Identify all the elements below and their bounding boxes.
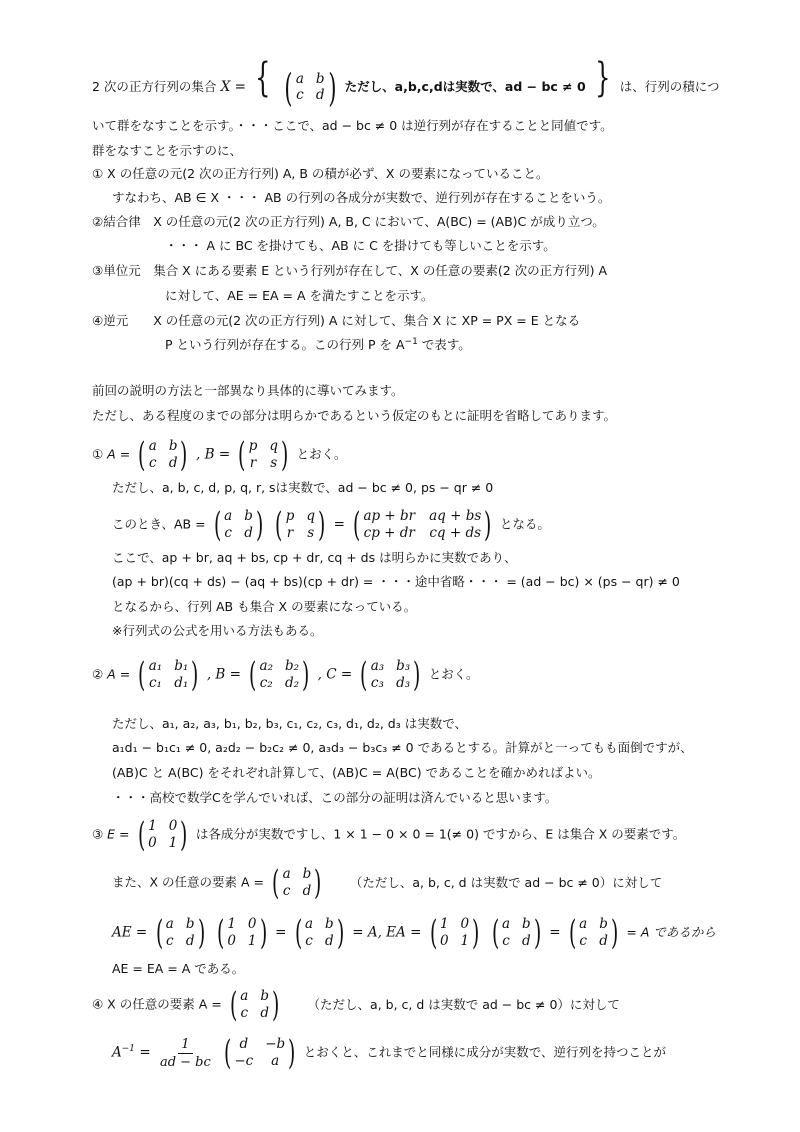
cell: c <box>305 932 313 949</box>
cell: 1 <box>227 916 236 932</box>
cell: b <box>260 988 269 1004</box>
cell: a <box>304 916 314 932</box>
text: とおく。 <box>428 666 479 682</box>
proof1-note: ※行列式の公式を用いる方法もある。 <box>112 623 323 638</box>
proof1-real: ここで、ap + br, aq + bs, cp + dr, cq + ds は明らかに実数であり、 <box>112 550 517 565</box>
open-brace: { <box>255 55 271 101</box>
proof3-any-element <box>112 863 663 903</box>
cell: d <box>522 932 531 949</box>
proof1-definition <box>92 435 347 475</box>
label: , B = <box>196 446 231 463</box>
cell: b₃ <box>396 658 411 674</box>
denominator: ad − bc <box>159 1054 211 1070</box>
cell: d <box>260 1004 269 1021</box>
matrix-A: ( a b c d ) <box>229 985 280 1025</box>
text-line: 群をなすことを示すのに、 <box>92 143 243 158</box>
cell: a <box>295 70 304 87</box>
cell: b <box>315 70 325 87</box>
matrix-identity: ( 1 0 0 1 ) <box>217 913 267 953</box>
cell: c₂ <box>259 674 273 691</box>
cell: a <box>165 916 174 932</box>
cell: s <box>270 454 278 471</box>
cell: cq + ds <box>429 524 482 541</box>
cell: p <box>285 508 295 524</box>
cell: b <box>244 508 253 524</box>
cell: 1 <box>247 932 257 949</box>
cell: c <box>579 932 587 949</box>
text: は、行列の積につ <box>619 79 720 94</box>
equals: = <box>333 516 345 533</box>
text: P という行列が存在する。この行列 P を A <box>165 337 405 353</box>
fraction <box>157 1038 214 1069</box>
cell: b₁ <box>174 658 189 674</box>
cell: −b <box>265 1036 286 1052</box>
text: とおく。 <box>296 446 347 462</box>
proof1-determinant: (ap + br)(cq + ds) − (aq + bs)(cp + dr) = ・・・途中省略・・・ = (ad − bc) × (ps − qr) ≠ 0 <box>112 574 680 589</box>
cell: a₃ <box>370 658 385 674</box>
cell: c₃ <box>370 674 384 691</box>
cell: r <box>286 524 294 541</box>
label: , C = <box>317 666 353 683</box>
cell: a <box>282 866 291 882</box>
label: ③ E = <box>92 826 130 842</box>
proof2-text: ・・・高校で数学Cを学んでいれば、この部分の証明は済んでいると思います。 <box>112 790 558 805</box>
cell: a <box>579 916 588 932</box>
cell: b₂ <box>284 658 300 674</box>
cell: 1 <box>168 834 178 851</box>
superscript: −1 <box>404 337 418 347</box>
matrix-identity: ( 1 0 0 1 ) <box>137 815 188 855</box>
label: ② A = <box>92 666 131 682</box>
proof2-definition <box>92 655 479 695</box>
condition-1: ① X の任意の元(2 次の正方行列) A, B の積が必ず、X の要素になっていること。 <box>92 166 549 181</box>
text: 2 次の正方行列の集合 <box>92 79 217 94</box>
cell: b <box>522 916 531 932</box>
text: （ただし、a, b, c, d は実数で ad − bc ≠ 0）に対して <box>307 996 620 1012</box>
condition-text: ただし、a,b,c,dは実数で、ad − bc ≠ 0 <box>344 79 586 94</box>
matrix-A: ( a b c d ) <box>213 505 264 545</box>
cell: c <box>166 932 174 949</box>
proof3-conclusion: AE = EA = A である。 <box>112 961 245 976</box>
cell: 1 <box>148 818 157 834</box>
matrix-A: ( a b c d ) <box>155 913 205 953</box>
cell: a₁ <box>148 658 163 674</box>
intro-line: ただし、ある程度のまでの部分は明らかであるという仮定のもとに証明を省略してあります。 <box>92 408 617 423</box>
text: （ただし、a, b, c, d は実数で ad − bc ≠ 0）に対して <box>349 874 663 890</box>
cell: 1 <box>439 916 449 932</box>
matrix-adjugate: ( d −b −c a ) <box>224 1033 296 1073</box>
equals: = <box>135 1044 151 1061</box>
cell: a <box>148 438 157 454</box>
text: また、X の任意の要素 A = <box>112 874 265 890</box>
condition-3: ③単位元 集合 X にある要素 E という行列が存在して、X の任意の要素(2 次の正方行列) A <box>92 263 608 278</box>
text: とおくと、これまでと同様に成分が実数で、逆行列を持つことが <box>303 1044 667 1060</box>
text: となる。 <box>499 516 550 532</box>
proof1-conclusion: となるから、行列 AB も集合 X の要素になっている。 <box>112 599 417 614</box>
equals: = <box>275 924 287 941</box>
cell: d₃ <box>396 674 411 691</box>
label: ① A = <box>92 446 131 462</box>
proof2-text: (AB)C と A(BC) をそれぞれ計算して、(AB)C = A(BC) であることを確かめればよい。 <box>112 765 601 780</box>
cell: c₁ <box>148 674 162 691</box>
cell: c <box>149 454 157 471</box>
cell: d <box>315 87 325 103</box>
cell: d <box>599 932 608 949</box>
cell: ap + br <box>363 508 416 524</box>
matrix-identity: ( 1 0 0 1 ) <box>429 913 480 953</box>
cell: −c <box>234 1052 254 1069</box>
proof1-condition: ただし、a, b, c, d, p, q, r, sは実数で、ad − bc ≠ 0, ps − qr ≠ 0 <box>112 480 494 495</box>
text-line: いて群をなすことを示す。・・・ここで、ad − bc ≠ 0 は逆行列が存在することと同値です。 <box>92 118 613 133</box>
matrix-A: ( a b c d ) <box>294 913 344 953</box>
cell: d₁ <box>174 674 189 691</box>
matrix-A2: ( a₂ b₂ c₂ d₂ ) <box>249 655 310 695</box>
cell: a <box>271 1052 280 1069</box>
text: = A であるから <box>626 924 716 940</box>
matrix-A3: ( a₃ b₃ c₃ d₃ ) <box>360 655 421 695</box>
cell: b <box>185 916 195 932</box>
cell: s <box>307 524 315 541</box>
matrix-abcd: ( a b c d ) <box>284 65 337 110</box>
intro-line: 前回の説明の方法と一部異なり具体的に導いてみます。 <box>92 383 404 398</box>
matrix-A: ( a b c d ) <box>138 435 188 475</box>
cell: b <box>599 916 608 932</box>
proof4-inverse <box>112 1033 667 1073</box>
cell: 0 <box>247 916 257 932</box>
set-definition-line <box>92 55 720 110</box>
numerator: 1 <box>178 1038 192 1054</box>
proof2-text: ただし、a₁, a₂, a₃, b₁, b₂, b₃, c₁, c₂, c₃, d₁, d₂, d₃ は実数で、 <box>112 716 467 731</box>
cell: 0 <box>227 932 236 949</box>
cell: d <box>302 882 312 899</box>
cell: 0 <box>460 916 470 932</box>
cell: c <box>502 932 510 949</box>
condition-1-detail: すなわち、AB ∈ X ・・・ AB の行列の各成分が実数で、逆行列が存在することをいう。 <box>112 190 611 205</box>
cell: p <box>248 438 258 454</box>
proof4-element <box>92 985 620 1025</box>
condition-3-detail: に対して、AE = EA = A を満たすことを示す。 <box>165 288 434 303</box>
cell: 0 <box>148 834 157 851</box>
matrix-product: ( ap + br aq + bs cp + dr cq + ds ) <box>353 505 492 545</box>
proof3-identity <box>92 815 686 855</box>
cell: d <box>168 454 178 471</box>
cell: 1 <box>460 932 470 949</box>
matrix-A: ( a b c d ) <box>568 913 619 953</box>
cell: c <box>282 882 291 899</box>
cell: c <box>224 524 232 541</box>
label: AE = <box>112 924 148 941</box>
cell: q <box>306 508 315 524</box>
cell: a₂ <box>259 658 273 674</box>
superscript: −1 <box>121 1044 136 1054</box>
cell: r <box>249 454 257 471</box>
cell: a <box>501 916 511 932</box>
text: で表す。 <box>417 337 471 353</box>
label: ④ X の任意の要素 A = <box>92 996 222 1012</box>
condition-2-detail: ・・・ A に BC を掛けても、AB に C を掛けても等しいことを示す。 <box>165 238 556 253</box>
matrix-B: ( p q r s ) <box>238 435 289 475</box>
cell: b <box>168 438 178 454</box>
cell: d₂ <box>284 674 300 691</box>
cell: a <box>240 988 249 1004</box>
cell: aq + bs <box>429 508 482 524</box>
cell: b <box>302 866 312 882</box>
label: = A, EA = <box>352 924 422 941</box>
label: A <box>112 1044 122 1061</box>
proof2-text: a₁d₁ − b₁c₁ ≠ 0, a₂d₂ − b₂c₂ ≠ 0, a₃d₃ − b₃c₃ ≠ 0 であるとする。計算がと一ってもも面倒ですが、 <box>112 740 693 755</box>
cell: d <box>185 932 195 949</box>
cell: b <box>325 916 334 932</box>
cell: c <box>296 87 304 103</box>
equals: = <box>549 924 561 941</box>
condition-4: ④逆元 X の任意の元(2 次の正方行列) A に対して、集合 X に XP = PX = E となる <box>92 313 581 328</box>
condition-2: ②結合律 X の任意の元(2 次の正方行列) A, B, C において、A(BC) = (AB)C が成り立つ。 <box>92 214 605 229</box>
cell: d <box>325 932 334 949</box>
cell: d <box>239 1036 249 1052</box>
proof3-products <box>112 913 716 953</box>
matrix-A: ( a b c d ) <box>272 863 322 903</box>
condition-4-detail <box>165 338 471 352</box>
label: , B = <box>206 666 241 683</box>
matrix-B: ( p q r s ) <box>275 505 326 545</box>
proof1-product <box>112 505 550 545</box>
set-x-label: X = <box>220 79 246 95</box>
cell: 0 <box>439 932 449 949</box>
text: このとき、AB = <box>112 516 206 532</box>
cell: cp + dr <box>363 524 415 541</box>
text: は各成分が実数ですし、1 × 1 − 0 × 0 = 1(≠ 0) ですから、E は集合 X の要素です。 <box>195 826 686 842</box>
cell: 0 <box>168 818 178 834</box>
cell: q <box>269 438 279 454</box>
close-brace: } <box>595 55 611 101</box>
cell: a <box>224 508 233 524</box>
matrix-A1: ( a₁ b₁ c₁ d₁ ) <box>138 655 199 695</box>
matrix-A: ( a b c d ) <box>491 913 541 953</box>
cell: c <box>240 1004 249 1021</box>
cell: d <box>244 524 253 541</box>
